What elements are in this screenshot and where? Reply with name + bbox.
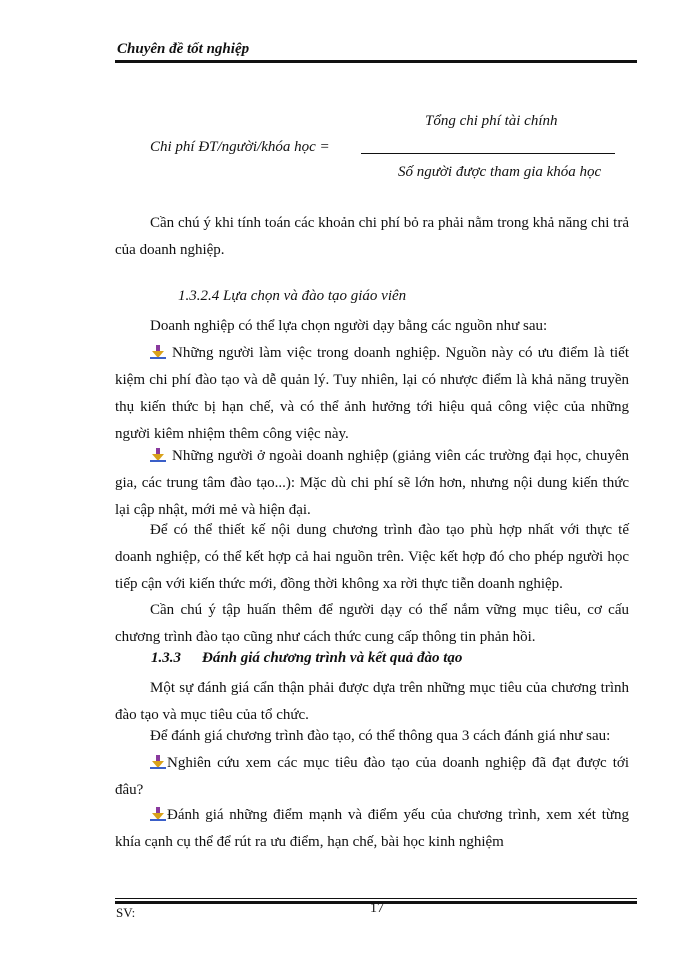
section-heading <box>151 650 462 667</box>
paragraph-text: Cần chú ý khi tính toán các khoản chi phí bỏ ra phải nằm trong khả năng chi trả của doanh nghiệp. <box>115 215 629 258</box>
footer-sv-label: SV: <box>116 905 136 920</box>
bullet-text: Nghiên cứu xem các mục tiêu đào tạo của doanh nghiệp đã đạt được tới đâu? <box>115 755 629 798</box>
paragraph-text: Doanh nghiệp có thể lựa chọn người dạy bằng các nguồn như sau: <box>150 318 548 334</box>
header-rule <box>115 60 637 63</box>
bullet-item <box>115 443 629 524</box>
formula-denominator: Số người được tham gia khóa học <box>398 164 602 180</box>
section-title: Đánh giá chương trình và kết quả đào tạo <box>202 650 463 666</box>
paragraph <box>115 210 629 264</box>
arrow-bullet-icon <box>150 804 166 818</box>
paragraph <box>115 675 629 729</box>
fraction-bar <box>361 153 615 154</box>
arrow-bullet-icon <box>150 752 166 766</box>
footer-rule <box>115 898 637 899</box>
paragraph <box>115 517 629 598</box>
bullet-text: Những người ở ngoài doanh nghiệp (giảng viên các trường đại học, chuyên gia, các trung tâm đào tạo...): Mặc dù chi phí sẽ lớn hơn, nhưng nội dung kiến thức lại cập nhật, mới mẻ và hiện đại. <box>115 448 629 518</box>
bullet-item <box>115 802 629 856</box>
subsection-heading: 1.3.2.4 Lựa chọn và đào tạo giáo viên <box>178 288 407 304</box>
header-title: Chuyên đề tốt nghiệp <box>117 41 250 57</box>
paragraph-text: Để có thể thiết kế nội dung chương trình đào tạo phù hợp nhất với thực tế doanh nghiệp, có thể kết hợp cả hai nguồn trên. Việc kết hợp đó cho phép người học tiếp cận với kiến thức mới, đồng thời không xa rời thực tiễn doanh nghiệp. <box>115 522 629 592</box>
arrow-bullet-icon <box>150 342 166 356</box>
paragraph <box>115 313 629 340</box>
paragraph <box>115 597 629 651</box>
paragraph-text: Để đánh giá chương trình đào tạo, có thể thông qua 3 cách đánh giá như sau: <box>150 728 611 744</box>
arrow-bullet-icon <box>150 445 166 459</box>
bullet-text: Đánh giá những điểm mạnh và điểm yếu của chương trình, xem xét từng khía cạnh cụ thể để rút ra ưu điểm, hạn chế, bài học kinh nghiệm <box>115 807 629 850</box>
paragraph <box>115 723 629 750</box>
bullet-item <box>115 340 629 448</box>
formula-numerator: Tổng chi phí tài chính <box>425 113 558 129</box>
page-number: 17 <box>370 901 384 916</box>
paragraph-text: Cần chú ý tập huấn thêm để người dạy có thể nắm vững mục tiêu, cơ cấu chương trình đào tạo cũng như cách thức cung cấp thông tin phản hồi. <box>115 602 629 645</box>
bullet-item <box>115 750 629 804</box>
paragraph-text: Một sự đánh giá cẩn thận phải được dựa trên những mục tiêu của chương trình đào tạo và mục tiêu của tổ chức. <box>115 680 629 723</box>
bullet-text: Những người làm việc trong doanh nghiệp. Nguồn này có ưu điểm là tiết kiệm chi phí đào tạo và dễ quản lý. Tuy nhiên, lại có nhược điểm là khả năng truyền thụ kiến thức bị hạn chế, và có thể ảnh hưởng tới hiệu quả công việc của những người kiêm nhiệm thêm công việc này. <box>115 345 629 442</box>
section-number: 1.3.3 <box>151 650 181 666</box>
formula-lhs: Chi phí ĐT/người/khóa học = <box>150 139 330 155</box>
